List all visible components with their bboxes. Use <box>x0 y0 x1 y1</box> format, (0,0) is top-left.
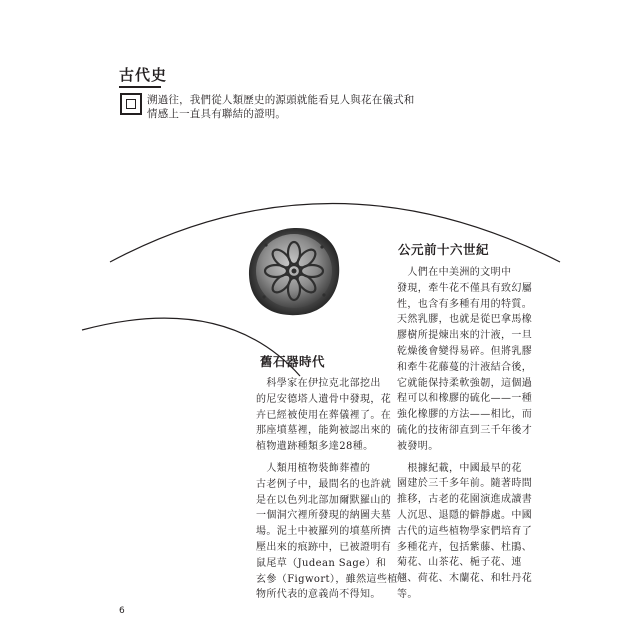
text-line: 鼠尾草（Judean Sage）和 <box>256 557 387 569</box>
text-line: 是在以色列北部加爾默羅山的 <box>256 494 392 506</box>
heading-paleolithic: 舊石器時代 <box>260 354 326 369</box>
text-line: 古代的這些植物學家們培育了 <box>397 525 533 537</box>
text-line: 玄參（Figwort），雖然這些植 <box>256 573 398 585</box>
text-line: 壓出來的痕跡中，已被證明有 <box>256 541 392 553</box>
text-line: 的尼安德塔人遺骨中發現，花 <box>256 393 392 405</box>
text-line: 卉已經被使用在葬儀裡了。在 <box>256 409 392 421</box>
text-line: 它就能保持柔軟強韌，這個過 <box>397 377 533 389</box>
text-line: 多種花卉，包括紫藤、杜鵑、 <box>397 541 533 553</box>
text-line: 等。 <box>397 588 418 600</box>
text-line: 古老例子中，最間名的也許就 <box>256 478 392 490</box>
text-line: 植物遺跡種類多達28種。 <box>256 441 374 453</box>
ancient-coin-image <box>246 225 342 317</box>
heading-16th-century-bc: 公元前十六世紀 <box>398 242 490 257</box>
text-line: 那座墳墓裡，能夠被認出來的 <box>256 425 392 437</box>
text-line: 乾燥後會變得易碎。但將乳膠 <box>397 345 533 357</box>
text-line: 和牽牛花藤蔓的汁液結合後， <box>397 361 533 373</box>
section-title: 古代史 <box>119 66 168 84</box>
text-line: 發現，牽牛花不僅具有致幻屬 <box>397 282 533 294</box>
page-number: 6 <box>119 606 125 616</box>
text-line: 物所代表的意義尚不得知。 <box>256 589 381 601</box>
text-line: 程可以和橡膠的硫化——一種 <box>397 393 533 405</box>
text-line: 人們在中美洲的文明中 <box>397 267 512 278</box>
drop-cap-icon <box>120 93 142 115</box>
text-line: 一個洞穴裡所發現的納圖夫墓 <box>256 510 392 522</box>
text-line: 園建於三千多年前。隨著時間 <box>397 478 533 490</box>
text-line: 性，也含有多種有用的特質。 <box>397 298 533 310</box>
text-line: 推移，古老的花園演進成讀書 <box>397 494 533 506</box>
text-line: 菊花、山茶花、梔子花、連 <box>397 557 522 569</box>
text-line: 被發明。 <box>397 440 439 452</box>
intro-line: 情感上一直具有聯結的證明。 <box>147 108 287 120</box>
title-underline <box>119 86 161 88</box>
text-line: 強化橡膠的方法——相比，而 <box>397 409 533 421</box>
left-column-text <box>256 376 398 603</box>
text-line: 硫化的技術卻直到三千年後才 <box>397 424 533 436</box>
text-line: 根據紀載，中國最早的花 <box>397 462 522 474</box>
text-line: 人沉思、退隱的僻靜處。中國 <box>397 509 533 521</box>
text-line: 場。泥土中被羅列的墳墓所擠 <box>256 526 392 538</box>
right-column-text <box>397 265 533 603</box>
text-line: 科學家在伊拉克北部挖出 <box>256 378 381 389</box>
text-line: 人類用植物裝飾葬禮的 <box>256 462 371 474</box>
text-line: 天然乳膠，也就是從巴拿馬橡 <box>397 314 533 326</box>
intro-line: 溯過往，我們從人類歷史的源頭就能看見人與花在儀式和 <box>147 94 415 106</box>
text-line: 膠樹所提煉出來的汁液，一旦 <box>397 330 533 342</box>
text-line: 翹、荷花、木蘭花、和牡丹花 <box>397 573 533 585</box>
